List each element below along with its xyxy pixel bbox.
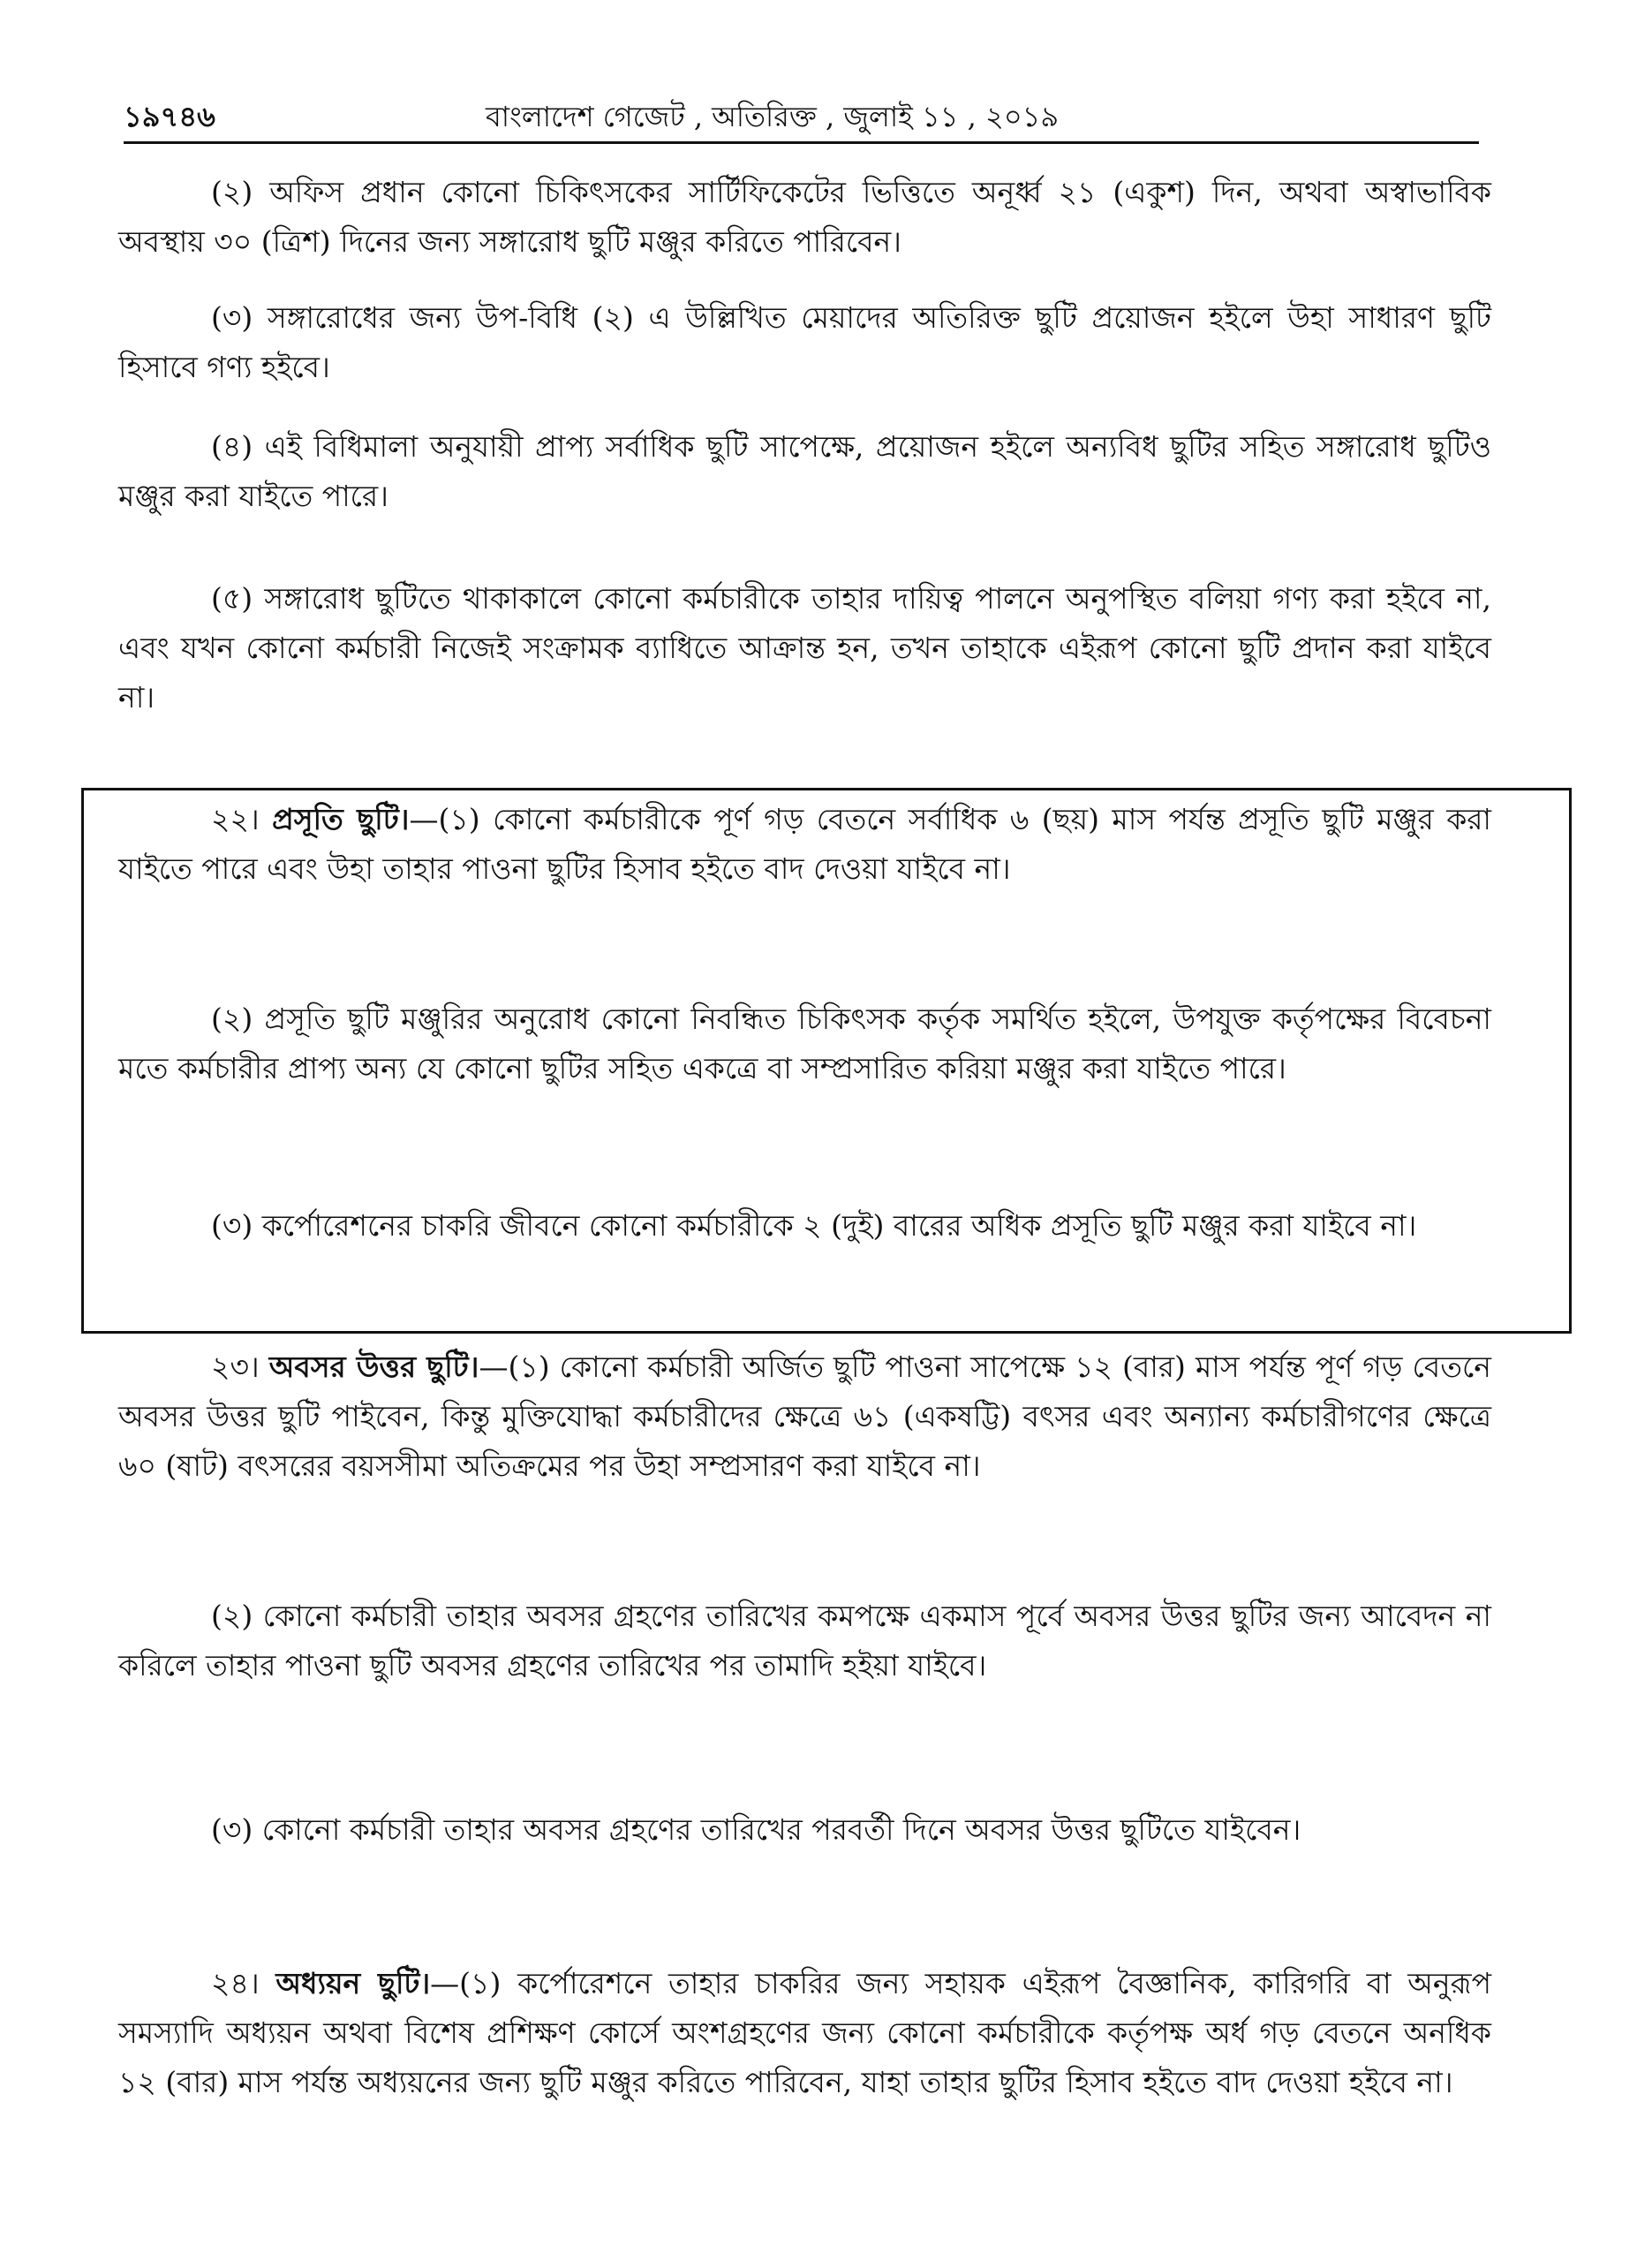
- para-22-3: (৩) কর্পোরেশনের চাকরি জীবনে কোনো কর্মচারীকে ২ (দুই) বারের অধিক প্রসূতি ছুটি মঞ্জুর করা যাইবে না।: [211, 1208, 1417, 1243]
- gazette-title: বাংলাদেশ গেজেট , অতিরিক্ত , জুলাই ১১ , ২০১৯: [486, 100, 1060, 133]
- para-22-2: (২) প্রসূতি ছুটি মঞ্জুরির অনুরোধ কোনো নিবন্ধিত চিকিৎসক কর্তৃক সমর্থিত হইলে, উপযুক্ত কর্তৃপক্ষের বিবেচনা মতে কর্মচারীর প্রাপ্য অন্য যে কোনো ছুটির সহিত একত্রে বা সম্প্রসারিত করিয়া মঞ্জুর করা যাইতে পারে।: [118, 1002, 1491, 1085]
- page-number: ১৯৭৪৬: [124, 100, 215, 133]
- section-title: অধ্যয়ন ছুটি।: [275, 1966, 431, 2000]
- para-23-2: (২) কোনো কর্মচারী তাহার অবসর গ্রহণের তারিখের কমপক্ষে একমাস পূর্বে অবসর উত্তর ছুটির জন্য আবেদন না করিলে তাহার পাওনা ছুটি অবসর গ্রহণের তারিখের পর তামাদি হইয়া যাইবে।: [118, 1599, 1491, 1683]
- para-22-1: ২২। প্রসূতি ছুটি।—(১) কোনো কর্মচারীকে পূর্ণ গড় বেতনে সর্বাধিক ৬ (ছয়) মাস পর্যন্ত প্রসূতি ছুটি মঞ্জুর করা যাইতে পারে এবং উহা তাহার পাওনা ছুটির হিসাব হইতে বাদ দেওয়া যাইবে না।: [118, 802, 1492, 886]
- section-title: প্রসূতি ছুটি।: [272, 802, 410, 836]
- section-title: অবসর উত্তর ছুটি।: [268, 1350, 479, 1384]
- para-21-2: (২) অফিস প্রধান কোনো চিকিৎসকের সার্টিফিকেটের ভিত্তিতে অনূর্ধ্ব ২১ (একুশ) দিন, অথবা অস্বাভাবিক অবস্থায় ৩০ (ত্রিশ) দিনের জন্য সঙ্গারোধ ছুটি মঞ্জুর করিতে পারিবেন।: [118, 175, 1491, 259]
- page-header: [124, 95, 1479, 144]
- section-number: ২৪।: [211, 1966, 260, 2000]
- para-21-5: (৫) সঙ্গারোধ ছুটিতে থাকাকালে কোনো কর্মচারীকে তাহার দায়িত্ব পালনে অনুপস্থিত বলিয়া গণ্য করা হইবে না, এবং যখন কোনো কর্মচারী নিজেই সংক্রামক ব্যাধিতে আক্রান্ত হন, তখন তাহাকে এইরূপ কোনো ছুটি প্রদান করা যাইবে না।: [118, 581, 1491, 715]
- para-21-4: (৪) এই বিধিমালা অনুযায়ী প্রাপ্য সর্বাধিক ছুটি সাপেক্ষে, প্রয়োজন হইলে অন্যবিধ ছুটির সহিত সঙ্গারোধ ছুটিও মঞ্জুর করা যাইতে পারে।: [118, 429, 1491, 513]
- para-23-3: (৩) কোনো কর্মচারী তাহার অবসর গ্রহণের তারিখের পরবর্তী দিনে অবসর উত্তর ছুটিতে যাইবেন।: [211, 1812, 1301, 1847]
- section-number: ২৩।: [211, 1350, 260, 1384]
- section-number: ২২।: [211, 802, 260, 836]
- para-23-1: ২৩। অবসর উত্তর ছুটি।—(১) কোনো কর্মচারী অর্জিত ছুটি পাওনা সাপেক্ষে ১২ (বার) মাস পর্যন্ত পূর্ণ গড় বেতনে অবসর উত্তর ছুটি পাইবেন, কিন্তু মুক্তিযোদ্ধা কর্মচারীদের ক্ষেত্রে ৬১ (একষট্টি) বৎসর এবং অন্যান্য কর্মচারীগণের ক্ষেত্রে ৬০ (ষাট) বৎসরের বয়সসীমা অতিক্রমের পর উহা সম্প্রসারণ করা যাইবে না।: [118, 1350, 1491, 1483]
- para-24-1: ২৪। অধ্যয়ন ছুটি।—(১) কর্পোরেশনে তাহার চাকরির জন্য সহায়ক এইরূপ বৈজ্ঞানিক, কারিগরি বা অনুরূপ সমস্যাদি অধ্যয়ন অথবা বিশেষ প্রশিক্ষণ কোর্সে অংশগ্রহণের জন্য কোনো কর্মচারীকে কর্তৃপক্ষ অর্ধ গড় বেতনে অনধিক ১২ (বার) মাস পর্যন্ত অধ্যয়নের জন্য ছুটি মঞ্জুর করিতে পারিবেন, যাহা তাহার ছুটির হিসাব হইতে বাদ দেওয়া হইবে না।: [118, 1966, 1491, 2099]
- para-21-3: (৩) সঙ্গারোধের জন্য উপ-বিধি (২) এ উল্লিখিত মেয়াদের অতিরিক্ত ছুটি প্রয়োজন হইলে উহা সাধারণ ছুটি হিসাবে গণ্য হইবে।: [118, 300, 1491, 384]
